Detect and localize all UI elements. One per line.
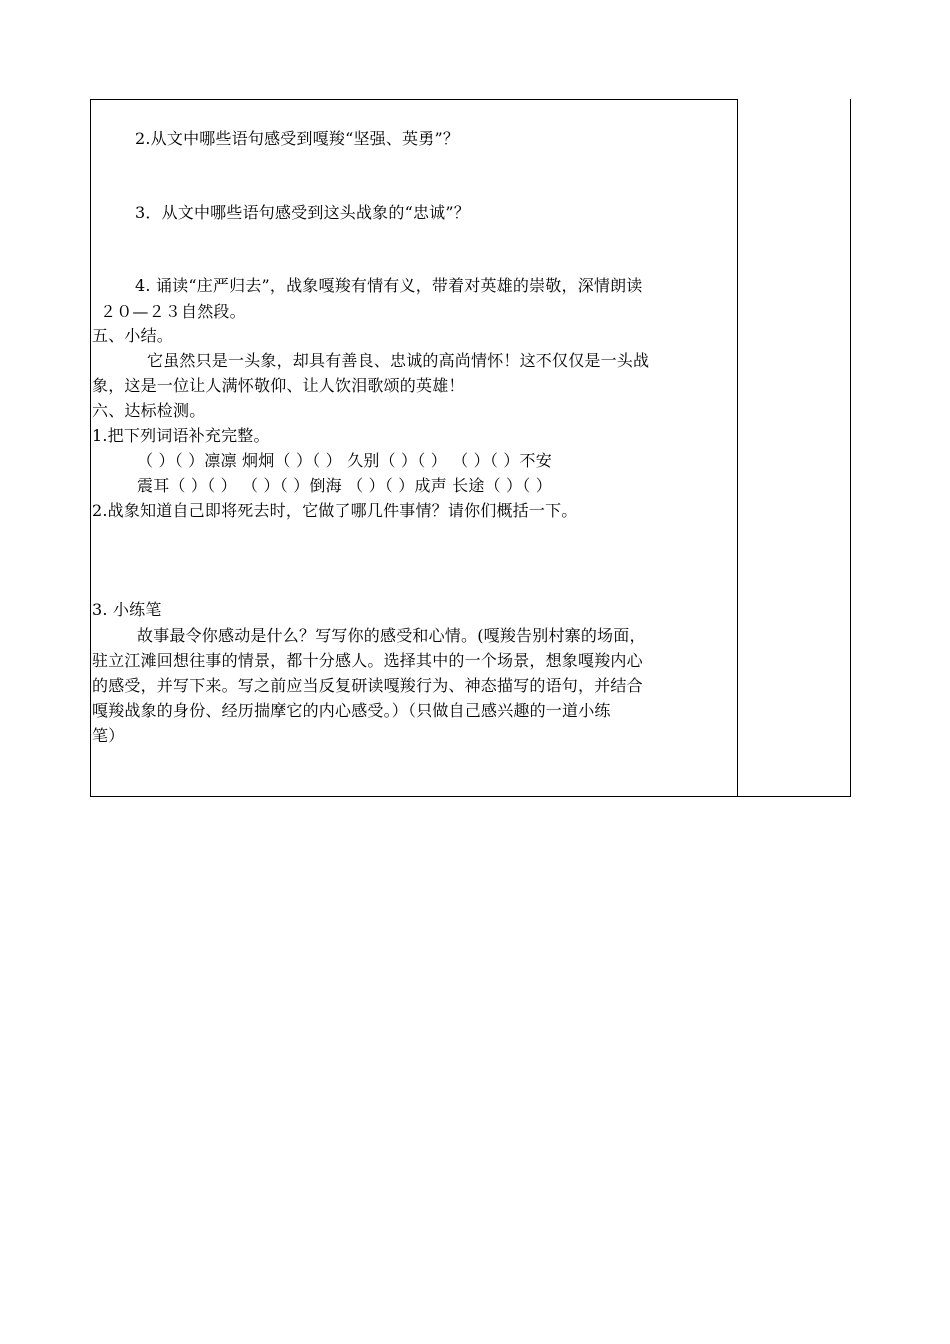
exercise-1-title: 1.把下列词语补充完整。 [92, 426, 270, 445]
exercise-1-row-1: （ ）（ ）凛凛 炯炯（ ）（ ） 久别（ ）（ ） （ ）（ ）不安 [137, 451, 552, 470]
exercise-3-text-2: 驻立江滩回想往事的情景，都十分感人。选择其中的一个场景，想象嘎羧内心 [92, 651, 643, 670]
exercise-3-text-4: 嘎羧战象的身份、经历揣摩它的内心感受。）（只做自己感兴趣的一道小练 [92, 701, 611, 720]
question-3: 3．从文中哪些语句感受到这头战象的“忠诚”？ [135, 203, 470, 222]
section-5-text-1: 它虽然只是一头象，却具有善良、忠诚的高尚情怀！这不仅仅是一头战 [147, 351, 650, 370]
exercise-3-text-1: 故事最令你感动是什么？写写你的感受和心情。(嘎羧告别村寨的场面， [137, 626, 646, 645]
exercise-1-row-2: 震耳（ ）（ ） （ ）（ ）倒海 （ ）（ ）成声 长途（ ）（ ） [137, 476, 552, 495]
exercise-2: 2.战象知道自己即将死去时，它做了哪几件事情？请你们概括一下。 [92, 501, 578, 520]
question-4-line-2: ２０—２３自然段。 [100, 302, 246, 321]
exercise-3-text-5: 笔） [92, 726, 125, 745]
section-5-text-2: 象，这是一位让人满怀敬仰、让人饮泪歌颂的英雄！ [92, 376, 465, 395]
question-4-line-1: 4. 诵读“庄严归去”，战象嘎羧有情有义，带着对英雄的崇敬，深情朗读 [135, 276, 643, 295]
notes-cell [737, 99, 851, 797]
question-2: 2.从文中哪些语句感受到嘎羧“坚强、英勇”？ [135, 129, 460, 148]
exercise-3-text-3: 的感受，并写下来。写之前应当反复研读嘎羧行为、神态描写的语句，并结合 [92, 676, 643, 695]
exercise-3-title: 3. 小练笔 [92, 600, 162, 619]
section-6-title: 六、达标检测。 [92, 401, 206, 420]
section-5-title: 五、小结。 [92, 326, 174, 345]
